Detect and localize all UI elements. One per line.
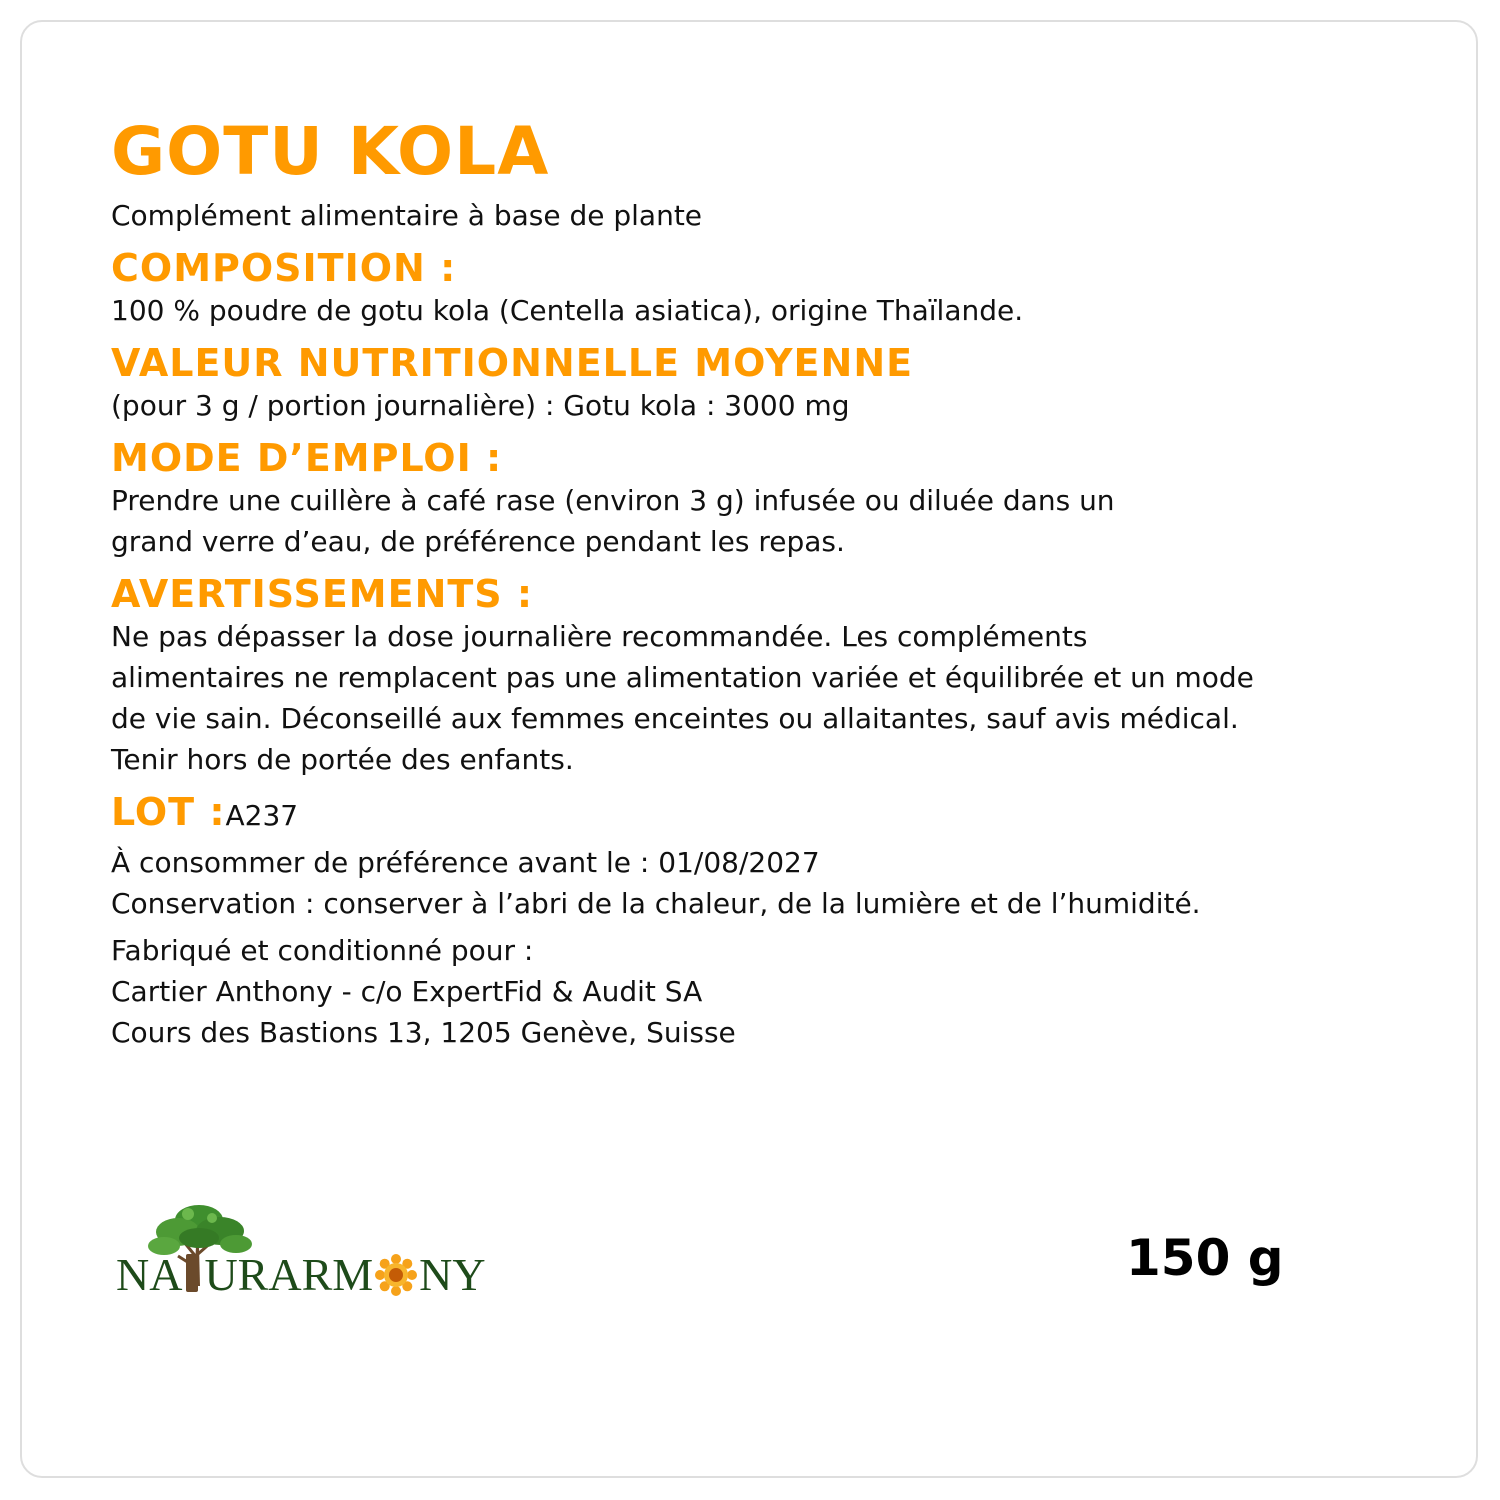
product-title: GOTU KOLA [111, 113, 550, 190]
nutrition-heading: VALEUR NUTRITIONNELLE MOYENNE [111, 341, 914, 385]
warnings-line: Tenir hors de portée des enfants. [111, 743, 574, 776]
naturarmony-logo [116, 1198, 536, 1308]
usage-line: grand verre d’eau, de préférence pendant les repas. [111, 525, 845, 558]
storage-info: Conservation : conserver à l’abri de la chaleur, de la lumière et de l’humidité. [111, 887, 1201, 920]
manufacturer-intro: Fabriqué et conditionné pour : [111, 934, 534, 967]
warnings-heading: AVERTISSEMENTS : [111, 572, 534, 616]
usage-heading: MODE D’EMPLOI : [111, 436, 503, 480]
warnings-line: de vie sain. Déconseillé aux femmes enceintes ou allaitantes, sauf avis médical. [111, 702, 1239, 735]
logo-trunk-letter-icon [186, 1254, 198, 1292]
warnings-line: alimentaires ne remplacent pas une alimentation variée et équilibrée et un mode [111, 661, 1254, 694]
lot-line [111, 790, 1411, 842]
logo-text-left: NA [116, 1249, 183, 1300]
composition-text: 100 % poudre de gotu kola (Centella asiatica), origine Thaïlande. [111, 294, 1024, 327]
manufacturer-address: Cours des Bastions 13, 1205 Genève, Suisse [111, 1016, 736, 1049]
product-subtitle: Complément alimentaire à base de plante [111, 199, 703, 232]
lot-value: A237 [225, 799, 299, 832]
warnings-line: Ne pas dépasser la dose journalière recommandée. Les compléments [111, 620, 1088, 653]
composition-heading: COMPOSITION : [111, 246, 457, 290]
lot-label: LOT : [111, 790, 226, 834]
logo-text-right: NY [419, 1249, 486, 1300]
manufacturer-name: Cartier Anthony - c/o ExpertFid & Audit SA [111, 975, 703, 1008]
logo-wordmark [116, 1250, 486, 1300]
usage-line: Prendre une cuillère à café rase (environ 3 g) infusée ou diluée dans un [111, 484, 1115, 517]
label-content [111, 112, 1411, 1053]
flower-icon [375, 1254, 417, 1296]
best-before: À consommer de préférence avant le : 01/08/2027 [111, 846, 820, 879]
nutrition-text: (pour 3 g / portion journalière) : Gotu kola : 3000 mg [111, 389, 850, 422]
logo-text-middle: URARM [204, 1249, 374, 1300]
net-weight: 150 g [1126, 1229, 1284, 1287]
